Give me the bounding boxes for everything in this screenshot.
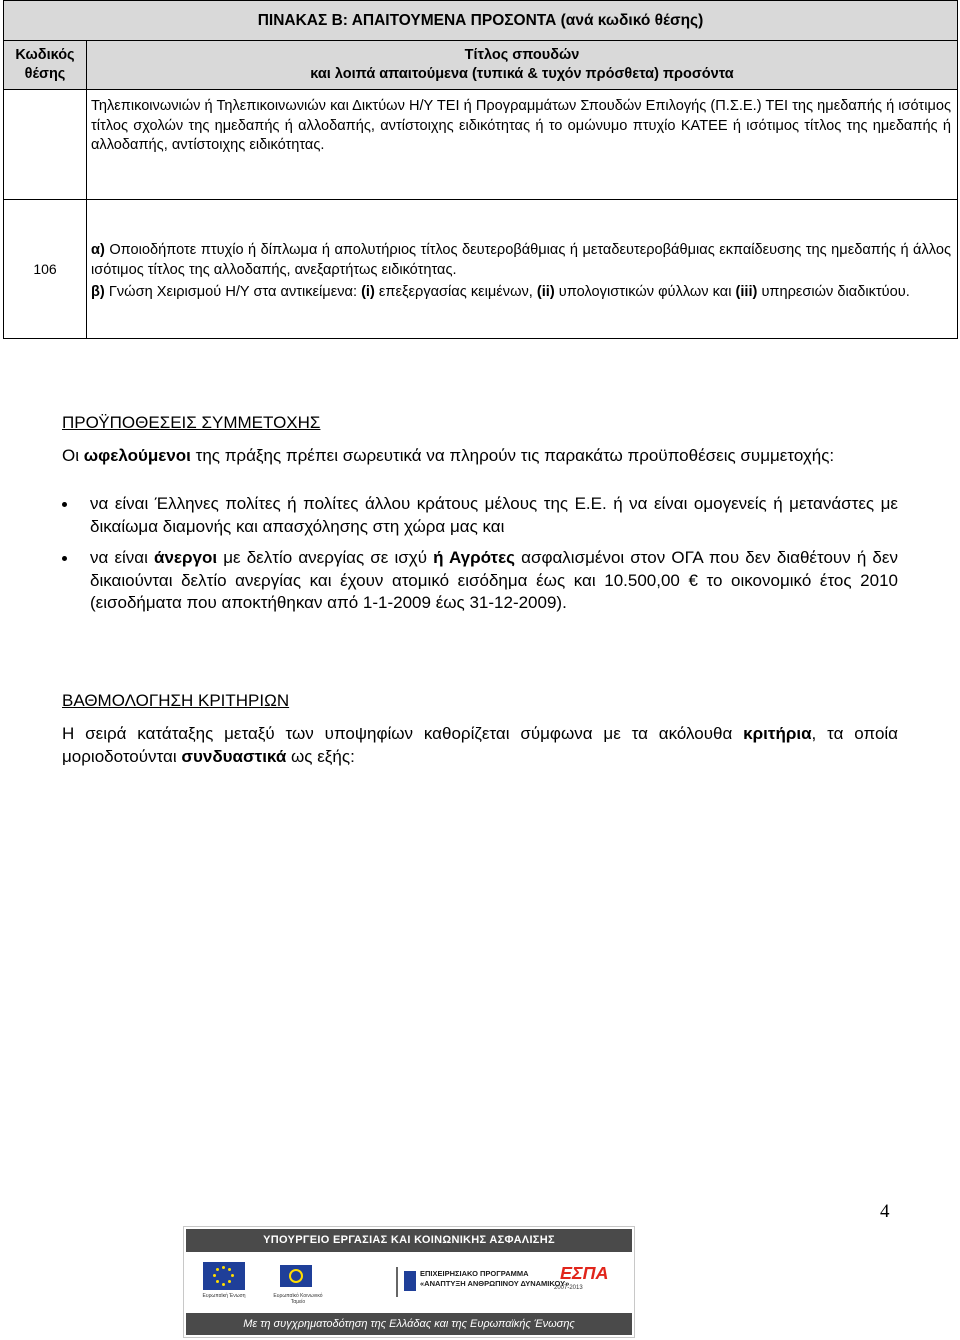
label-ii: (ii) (536, 284, 555, 301)
eu-flag-icon (203, 1262, 245, 1290)
cofunding-note: Με τη συγχρηματοδότηση της Ελλάδας και της Ευρωπαϊκής Ένωσης (186, 1313, 632, 1335)
bullet-icon (62, 502, 67, 507)
table-row (4, 200, 958, 339)
bullet-text: να είναι Έλληνες πολίτες ή πολίτες άλλου κράτους μέλους της Ε.Ε. ή να είναι ομογενείς ή μετανάστες με δικαίωμα διαμονής και απασχόλησης στη χώρα μας και (90, 494, 898, 536)
position-code: 106 (4, 200, 87, 339)
text-b4: υπηρεσιών διαδικτύου. (757, 284, 910, 301)
col-header-code-line1: Κωδικός (15, 47, 75, 63)
b2-bold2: ή Αγρότες (433, 548, 516, 567)
col-header-title-line1: Τίτλος σπουδών (464, 47, 580, 63)
scoring-text (62, 722, 898, 768)
esf-emblem-icon (276, 1261, 316, 1291)
text-b3: υπολογιστικών φύλλων και (554, 284, 736, 301)
qualification-text: Τηλεπικοινωνιών ή Τηλεπικοινωνιών και Δικτύων Η/Υ ΤΕΙ ή Προγραμμάτων Σπουδών Επιλογής (Π.Σ.Ε.) ΤΕΙ της ημεδαπής ή ισότιμος τίτλος σχολών της ημεδαπής ή αλλοδαπής, αντίστοιχης ειδικότητας ή το ομώνυμο πτυχίο ΚΑΤΕΕ ή ισότιμος τίτλος της ημεδαπής ή αλλοδαπής, αντίστοιχης ειδικότητας. (91, 98, 951, 153)
col-header-title (87, 41, 958, 90)
scoring-mid: , τα οποία μοριοδοτούνται (62, 724, 899, 766)
bullet-text (90, 547, 898, 615)
bullet-icon (62, 556, 67, 561)
text-b1: Γνώση Χειρισμού Η/Υ στα αντικείμενα: (104, 284, 362, 301)
text-a: Οποιοδήποτε πτυχίο ή δίπλωμα ή απολυτήριος τίτλος δευτεροβάθμιας ή μεταδευτεροβάθμιας εκπαίδευσης της ημεδαπής ή άλλος ισότιμος τίτλος της αλλοδαπής, ανεξαρτήτως ειδικότητας. (91, 242, 951, 278)
table-title: ΠΙΝΑΚΑΣ Β: ΑΠΑΙΤΟΥΜΕΝΑ ΠΡΟΣΟΝΤΑ (ανά κωδικό θέσης) (4, 1, 958, 41)
b2-pre: να είναι (90, 548, 155, 567)
esf-caption: Ευρωπαϊκό Κοινωνικό Ταμείο (273, 1293, 323, 1305)
qualification-b (87, 280, 957, 303)
label-b: β) (91, 284, 105, 301)
program-line1: ΕΠΙΧΕΙΡΗΣΙΑΚΟ ΠΡΟΓΡΑΜΜΑ (420, 1269, 529, 1278)
text-b2: επεξεργασίας κειμένων, (374, 284, 537, 301)
program-mark-icon (404, 1271, 416, 1291)
col-header-code (4, 41, 87, 90)
eu-caption: Ευρωπαϊκή Ένωση (202, 1293, 246, 1299)
espa-name: ΕΣΠΑ (560, 1263, 609, 1283)
intro-bold: ωφελούμενοι (83, 446, 191, 465)
participation-intro (62, 444, 898, 467)
intro-pre: Οι (62, 446, 84, 465)
qualification-cell (87, 200, 958, 339)
col-header-title-line2: και λοιπά απαιτούμενα (τυπικά & τυχόν πρόσθετα) προσόντα (310, 66, 734, 82)
col-header-code-line2: θέσης (24, 66, 66, 82)
code-cell-empty (4, 90, 87, 200)
intro-post: της πράξης πρέπει σωρευτικά να πληρούν τις παρακάτω προϋποθέσεις συμμετοχής: (190, 446, 835, 465)
page-number: 4 (880, 1201, 890, 1222)
b2-mid: με δελτίο ανεργίας σε ισχύ (217, 548, 434, 567)
label-a: α) (91, 242, 105, 259)
qualification-a (87, 235, 957, 280)
scoring-pre: Η σειρά κατάταξης μεταξύ των υποψηφίων καθορίζεται σύμφωνα με τα ακόλουθα (62, 724, 744, 743)
logos-strip (186, 1253, 632, 1310)
label-iii: (iii) (735, 284, 758, 301)
scoring-heading: ΒΑΘΜΟΛΟΓΗΣΗ ΚΡΙΤΗΡΙΩΝ (62, 691, 290, 710)
ministry-name: ΥΠΟΥΡΓΕΙΟ ΕΡΓΑΣΙΑΣ ΚΑΙ ΚΟΙΝΩΝΙΚΗΣ ΑΣΦΑΛΙΣΗΣ (186, 1229, 632, 1252)
scoring-bold2: συνδυαστικά (181, 747, 287, 766)
scoring-post: ως εξής: (286, 747, 355, 766)
list-item (62, 493, 898, 538)
list-item (62, 547, 898, 615)
qualification-cell (87, 90, 958, 200)
b2-post: ασφαλισμένοι στον ΟΓΑ που δεν διαθέτουν ή δεν δικαιούνται δελτίο ανεργίας και έχουν ατομικό εισόδημα έως και 10.500,00 € το οικονομικό έτος 2010 (εισοδήματα που αποκτήθηκαν από 1-1-2009 έως 31-12-2009). (90, 548, 898, 612)
participation-heading: ΠΡΟΫΠΟΘΕΣΕΙΣ ΣΥΜΜΕΤΟΧΗΣ (62, 413, 321, 432)
espa-logo (554, 1263, 624, 1299)
qualifications-table (3, 0, 958, 339)
program-line2: «ΑΝΑΠΤΥΞΗ ΑΝΘΡΩΠΙΝΟΥ ΔΥΝΑΜΙΚΟΥ» (420, 1279, 570, 1288)
footer-logo-banner (183, 1226, 635, 1338)
table-row (4, 90, 958, 200)
scoring-bold1: κριτήρια (743, 724, 812, 743)
b2-bold1: άνεργοι (154, 548, 218, 567)
label-i: (i) (361, 284, 375, 301)
espa-years: 2007-2013 (554, 1285, 583, 1291)
